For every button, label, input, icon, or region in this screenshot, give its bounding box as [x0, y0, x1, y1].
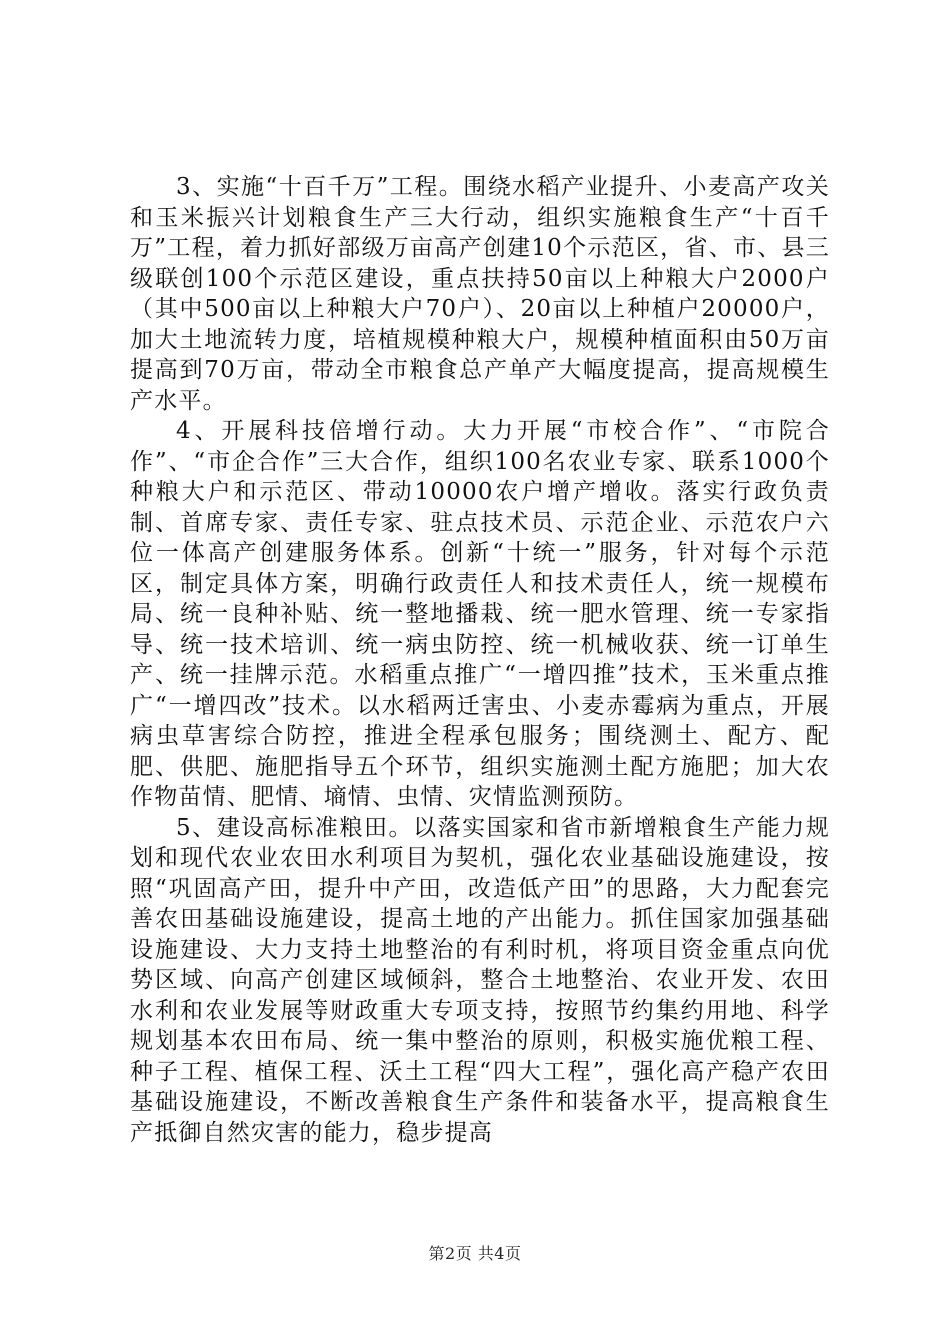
paragraph-item-3: 3、实施“十百千万”工程。围绕水稻产业提升、小麦高产攻关和玉米振兴计划粮食生产三大行动，组织实施粮食生产“十百千万”工程，着力抓好部级万亩高产创建10个示范区，省、市、县三级联创100个示范区建设，重点扶持50亩以上种粮大户2000户（其中500亩以上种粮大户70户）、20亩以上种植户20000户，加大土地流转力度，培植规模种粮大户，规模种植面积由50万亩提高到70万亩，带动全市粮食总产单产大幅度提高，提高规模生产水平。: [130, 174, 830, 414]
page-number-footer: 第2页 共4页: [428, 1244, 522, 1263]
paragraph-item-4: 4、开展科技倍增行动。大力开展“市校合作”、“市院合作”、“市企合作”三大合作，组织100名农业专家、联系1000个种粮大户和示范区、带动10000农户增产增收。落实行政负责制、首席专家、责任专家、驻点技术员、示范企业、示范农户六位一体高产创建服务体系。创新“十统一”服务，针对每个示范区，制定具体方案，明确行政责任人和技术责任人，统一规模布局、统一良种补贴、统一整地播栽、统一肥水管理、统一专家指导、统一技术培训、统一病虫防控、统一机械收获、统一订单生产、统一挂牌示范。水稻重点推广“一增四推”技术，玉米重点推广“一增四改”技术。以水稻两迁害虫、小麦赤霉病为重点，开展病虫草害综合防控，推进全程承包服务；围绕测土、配方、配肥、供肥、施肥指导五个环节，组织实施测土配方施肥；加大农作物苗情、肥情、墒情、虫情、灾情监测预防。: [130, 418, 830, 810]
paragraph-item-5: 5、建设高标准粮田。以落实国家和省市新增粮食生产能力规划和现代农业农田水利项目为契机，强化农业基础设施建设，按照“巩固高产田，提升中产田，改造低产田”的思路，大力配套完善农田基础设施建设，提高土地的产出能力。抓住国家加强基础设施建设、大力支持土地整治的有利时机，将项目资金重点向优势区域、向高产创建区域倾斜，整合土地整治、农业开发、农田水利和农业发展等财政重大专项支持，按照节约集约用地、科学规划基本农田布局、统一集中整治的原则，积极实施优粮工程、种子工程、植保工程、沃土工程“四大工程”，强化高产稳产农田基础设施建设，不断改善粮食生产条件和装备水平，提高粮食生产抵御自然灾害的能力，稳步提高: [130, 814, 830, 1146]
document-body: [130, 172, 830, 1148]
